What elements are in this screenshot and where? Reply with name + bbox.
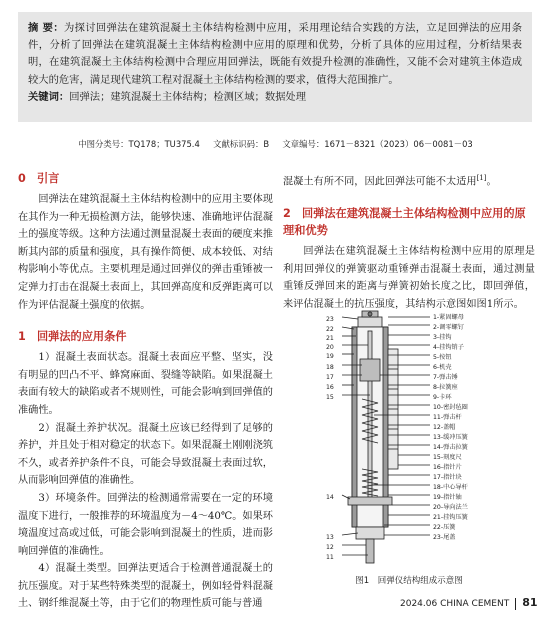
section-1-heading: 1 回弹法的应用条件 xyxy=(18,330,127,344)
figure-left-numbers xyxy=(326,316,334,561)
figure-part-label: 7-弹击锤 xyxy=(433,374,458,381)
figure-part-label: 6-机壳 xyxy=(433,364,452,371)
figure-part-label: 17-指针块 xyxy=(433,474,462,481)
figure-part-label: 19-指针轴 xyxy=(433,494,462,501)
page-footer xyxy=(400,596,538,610)
figure-part-label: 14-弹击拉簧 xyxy=(433,444,468,451)
figure-left-number: 20 xyxy=(326,344,334,351)
figure-left-number: 18 xyxy=(326,364,334,371)
issue-label: 2024.06 CHINA CEMENT xyxy=(400,599,510,609)
abstract-text: 为探讨回弹法在建筑混凝土主体结构检测中应用，采用理论结合实践的方法，立足回弹法的应用条件，分析了回弹法在建筑混凝土主体结构检测中应用的原理和优势，分析了具体的应用过程，分析结果表明，在建筑混凝土主体结构检测中合理应用回弹法，既能有效提升检测的准确性，又能不会对建筑主体造成较大的危害，满足现代建筑工程对混凝土主体结构检测的要求，值得大范围推广。 xyxy=(28,22,522,86)
figure-part-label: 22-压簧 xyxy=(433,524,456,531)
figure-left-number: 11 xyxy=(326,554,334,561)
figure-part-label: 16-指针片 xyxy=(433,464,462,471)
figure-part-label: 3-挂钩 xyxy=(433,334,452,341)
figure-left-number: 23 xyxy=(326,316,334,323)
figure-part-label: 15-刻度尺 xyxy=(433,454,462,461)
left-column xyxy=(18,170,273,613)
citation-ref[interactable]: [1] xyxy=(476,174,487,182)
figure-part-label: 4-挂钩销子 xyxy=(433,344,464,351)
section-1-item-4: 4）混凝土类型。回弹法更适合于检测普通混凝土的抗压强度。对于某些特殊类型的混凝土，例如轻骨料混凝土、钢纤维混凝土等，由于它们的物理性质可能与普通 xyxy=(18,563,273,610)
figure-left-number: 14 xyxy=(326,494,334,501)
carryover-end: 。 xyxy=(486,176,497,188)
carryover-paragraph xyxy=(283,170,535,191)
clc-number: 中图分类号：TQ178；TU375.4 xyxy=(78,139,200,149)
figure-left-number: 19 xyxy=(326,353,334,360)
keywords-text: 回弹法；建筑混凝土主体结构；检测区域；数据处理 xyxy=(69,90,307,103)
figure-part-label: 8-拉簧座 xyxy=(433,384,458,391)
figure-caption: 图1 回弹仪结构组成示意图 xyxy=(355,576,463,586)
figure-left-number: 22 xyxy=(326,326,334,333)
figure-part-label: 18-中心导杆 xyxy=(433,484,468,491)
figure-part-label: 10-密封毡圈 xyxy=(433,404,468,411)
figure-left-number: 16 xyxy=(326,384,334,391)
footer-divider xyxy=(515,598,516,610)
abstract-label: 摘 要： xyxy=(28,22,64,34)
section-0-paragraph: 回弹法在建筑混凝土主体结构检测中的应用主要体现在其作为一种无损检测方法，能够快速、准确地评估混凝土的强度等级。这种方法通过测量混凝土表面的硬度来推断其内部的质量和强度，具有操作简便、成本较低、对结构影响小等优点。主要机理是通过回弹仪的弹击重锤被一定弹力打击在混凝土表面上，其回弹高度和反弹距离可以作为评估混凝土强度的依据。 xyxy=(18,194,273,311)
section-2-heading: 2 回弹法在建筑混凝土主体结构检测中应用的原理和优势 xyxy=(283,206,526,237)
figure-left-number: 21 xyxy=(326,335,334,342)
abstract-paragraph xyxy=(28,20,522,89)
figure-part-label: 13-缓冲压簧 xyxy=(433,434,468,441)
figure-left-number: 12 xyxy=(326,544,334,551)
hammer-drawing xyxy=(342,311,430,563)
section-1-item-3: 3）环境条件。回弹法的检测通常需要在一定的环境温度下进行，一般推荐的环境温度为－4～40℃。如果环境温度过高或过低，可能会影响到混凝土的性质，进而影响回弹值的准确性。 xyxy=(18,492,273,557)
figure-part-label: 9-卡环 xyxy=(433,394,452,401)
figure-part-label: 21-挂钩压簧 xyxy=(433,514,468,521)
carryover-text: 混凝土有所不同，因此回弹法可能不太适用 xyxy=(283,176,477,188)
section-0-heading: 0 引言 xyxy=(18,172,60,185)
figure-part-label: 20-导向法兰 xyxy=(433,504,468,511)
document-code: 文献标识码：B xyxy=(213,139,270,149)
article-number: 文章编号：1671－8321（2023）06－0081－03 xyxy=(282,139,473,149)
section-1-item-2: 2）混凝土养护状况。混凝土应该已经得到了足够的养护，并且处于相对稳定的状态下。如果混凝土刚刚浇筑不久，或者养护条件不良，可能会导致混凝土表面过软，从而影响回弹值的准确性。 xyxy=(18,422,273,487)
figure-part-label: 1-紧固螺母 xyxy=(433,314,464,321)
figure-part-labels xyxy=(433,313,469,541)
figure-part-label: 11-弹击杆 xyxy=(433,414,462,421)
figure-part-label: 5-按钮 xyxy=(433,354,452,361)
page-number: 81 xyxy=(522,596,538,609)
rebound-hammer-figure xyxy=(322,309,544,567)
section-1-item-1: 1）混凝土表面状态。混凝土表面应平整、坚实，没有明显的凹凸不平、蜂窝麻面、裂缝等缺陷。如果混凝土表面有较大的缺陷或者不规则性，可能会影响到回弹值的准确性。 xyxy=(18,352,273,416)
figure-left-number: 15 xyxy=(326,394,334,401)
classification-line xyxy=(0,138,551,150)
right-column xyxy=(283,170,535,313)
figure-part-label: 12-盖帽 xyxy=(433,424,456,431)
section-2-paragraph: 回弹法在建筑混凝土主体结构检测中应用的原理是利用回弹仪的弹簧驱动重锤弹击混凝土表面，通过测量重锤反弹回来的距离与弹簧初始长度之比，即回弹值，来评估混凝土的抗压强度，其结构示意图如图1所示。 xyxy=(283,245,535,310)
abstract-box xyxy=(18,12,532,122)
figure-left-number: 17 xyxy=(326,374,334,381)
figure-part-label: 2-调零螺钉 xyxy=(433,324,464,331)
figure-part-label: 23-尾盖 xyxy=(433,534,456,541)
keywords-label: 关键词： xyxy=(28,90,70,103)
figure-left-number: 13 xyxy=(326,534,334,541)
keywords-line xyxy=(28,89,522,106)
